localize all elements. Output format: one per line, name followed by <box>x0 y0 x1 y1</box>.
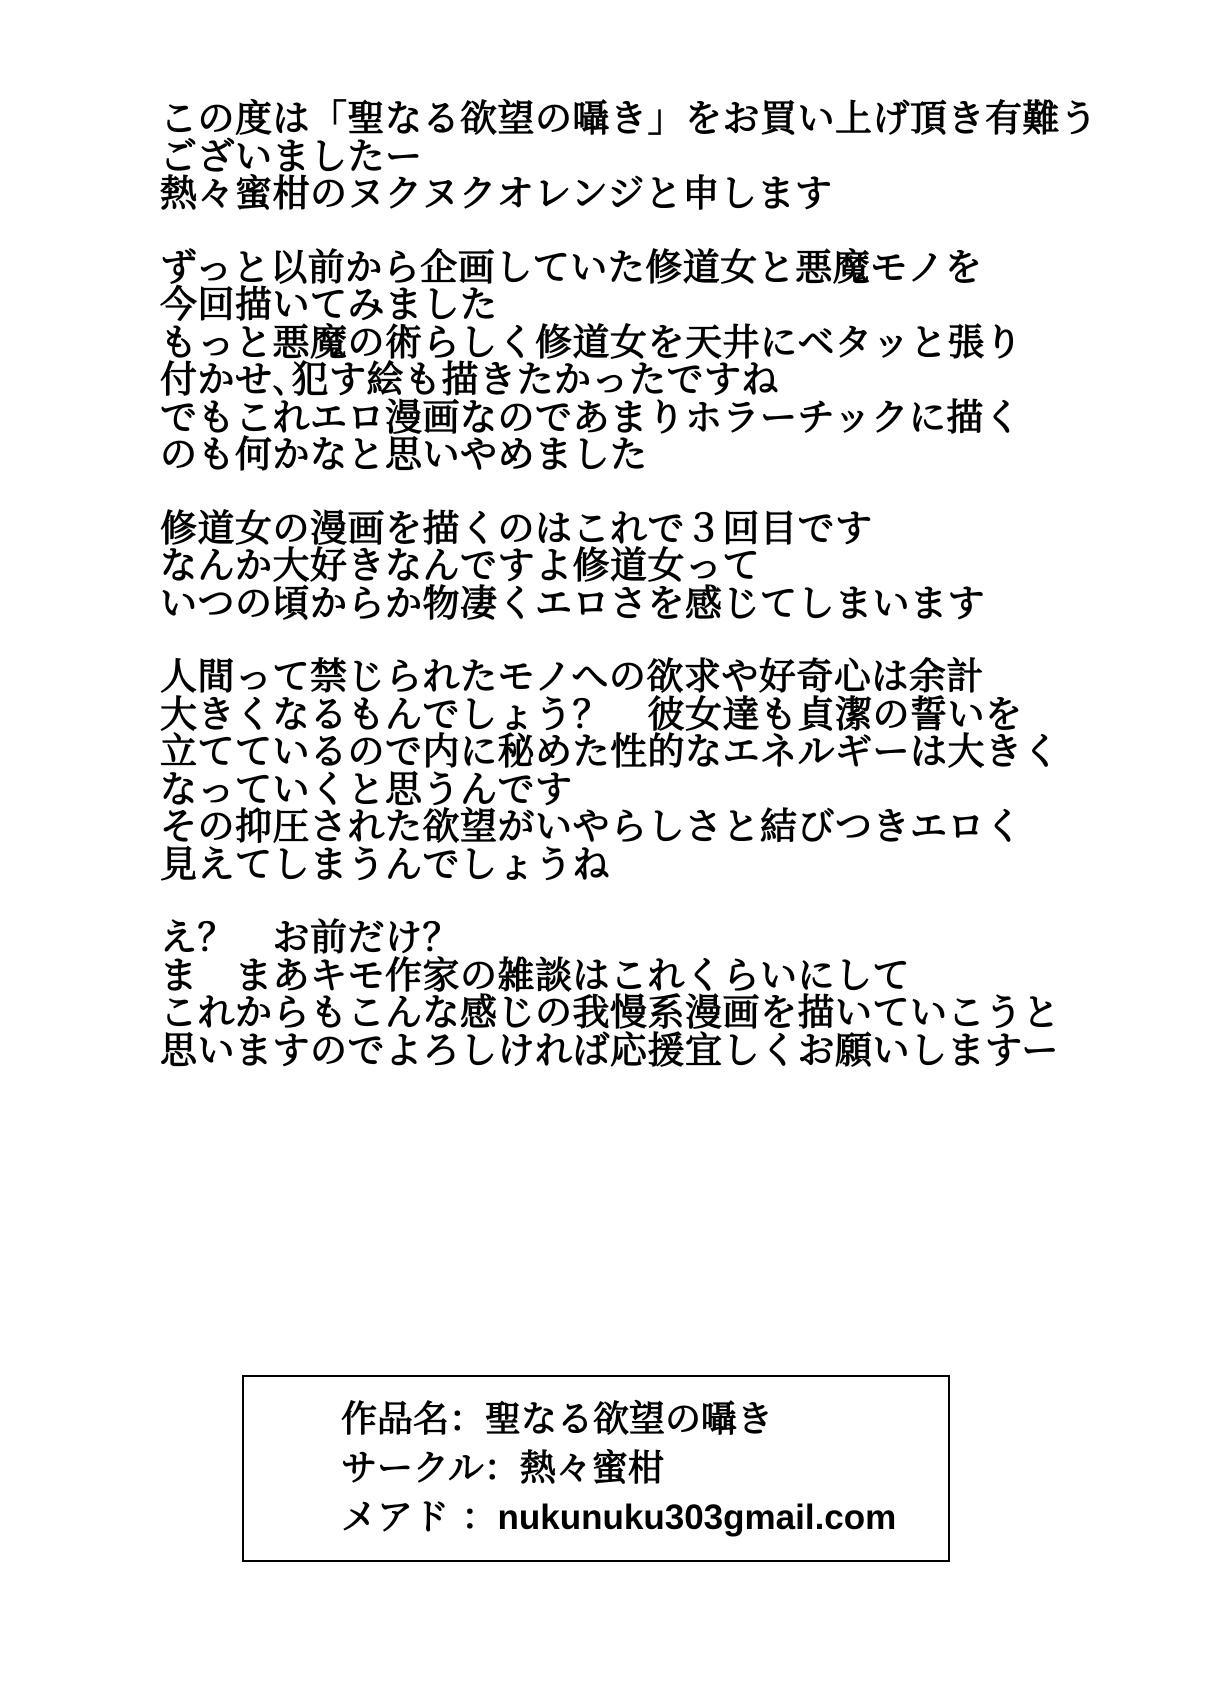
credit-circle-row <box>341 1444 896 1493</box>
credit-circle-value: 熱々蜜柑 <box>519 1448 664 1489</box>
text-line: この度は「聖なる欲望の囁き」をお買い上げ頂き有難う <box>160 97 1098 140</box>
afterword-text <box>160 97 1160 1105</box>
text-line: なんか大好きなんですよ修道女って <box>160 544 760 587</box>
text-line: これからもこんな感じの我慢系漫画を描いていこうと <box>160 991 1060 1034</box>
paragraph <box>160 97 1160 215</box>
text-line: え？ お前だけ？ <box>160 916 460 959</box>
credit-email-label: メアド ： <box>341 1497 498 1538</box>
text-line: 熱々蜜柑のヌクヌクオレンジと申します <box>160 172 833 215</box>
text-line: 思いますのでよろしければ応援宜しくお願いしますー <box>160 1028 1059 1072</box>
credit-title-row <box>341 1395 896 1444</box>
paragraph <box>160 916 1160 1072</box>
credit-email-row <box>341 1493 896 1542</box>
text-line: なっていくと思うんです <box>160 767 573 811</box>
credit-title-value: 聖なる欲望の囁き <box>485 1399 774 1440</box>
text-line: 修道女の漫画を描くのはこれで３回目です <box>160 506 873 550</box>
credit-email-value: nukunuku303gmail.com <box>497 1498 897 1537</box>
credits-box <box>242 1375 950 1562</box>
paragraph <box>160 506 1160 625</box>
text-line: ま まあキモ作家の雑談はこれくらいにして <box>160 953 910 997</box>
paragraph <box>160 245 1160 476</box>
text-line: ずっと以前から企画していた修道女と悪魔モノを <box>160 245 983 289</box>
paragraph <box>160 655 1160 886</box>
text-line: 見えてしまうんでしょうね <box>160 842 610 886</box>
text-line: 大きくなるもんでしょう？ 彼女達も貞潔の誓いを <box>160 692 1023 736</box>
credit-title-label: 作品名： <box>341 1399 486 1440</box>
text-line: 付かせ､犯す絵も描きたかったですね <box>160 358 779 401</box>
text-line: その抑圧された欲望がいやらしさと結びつきエロく <box>160 805 1023 848</box>
credit-circle-label: サークル： <box>341 1448 520 1489</box>
text-line: ございましたー <box>160 134 423 178</box>
text-line: でもこれエロ漫画なのであまりホラーチックに描く <box>160 395 1022 439</box>
text-line: のも何かなと思いやめました <box>160 433 648 476</box>
text-line: 人間って禁じられたモノへの欲求や好奇心は余計 <box>160 655 984 698</box>
credits-list <box>341 1395 896 1542</box>
text-line: もっと悪魔の術らしく修道女を天井にベタッと張り <box>160 320 1023 364</box>
text-line: いつの頃からか物凄くエロさを感じてしまいます <box>160 581 985 625</box>
text-line: 今回描いてみました <box>160 283 498 326</box>
text-line: 立てているので内に秘めた性的なエネルギーは大きく <box>160 730 1060 773</box>
